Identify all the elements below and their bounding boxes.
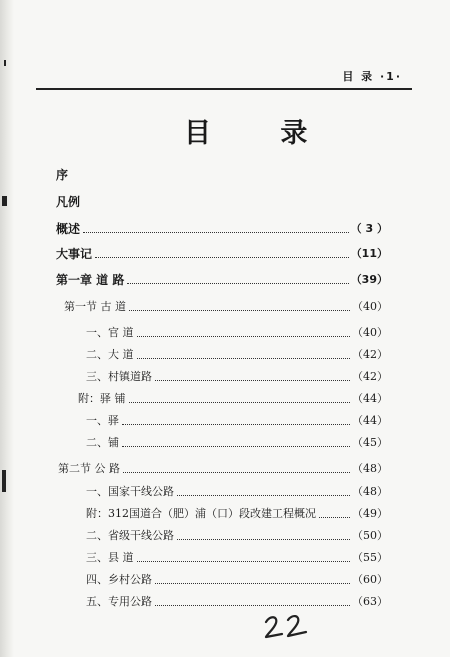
toc-entry-label: 序 xyxy=(56,168,69,182)
toc-entry-item[interactable] xyxy=(86,571,388,587)
toc-entry-label: 三、县 道 xyxy=(86,551,134,564)
dot-leader xyxy=(137,336,351,337)
toc-entry-item[interactable] xyxy=(86,412,388,428)
toc-entry-page: （40） xyxy=(352,300,388,313)
toc-entry-label: 一、国家干线公路 xyxy=(86,485,174,498)
toc-entry-page: （42） xyxy=(352,370,388,383)
toc-entry-label: 凡例 xyxy=(56,195,81,209)
dot-leader xyxy=(95,257,349,258)
toc-entry-item[interactable] xyxy=(86,593,388,609)
toc-entry-item[interactable] xyxy=(86,434,388,450)
toc-entry-page: （48） xyxy=(352,462,388,475)
toc-entry-page: （42） xyxy=(352,348,388,361)
dot-leader xyxy=(123,472,350,473)
dot-leader xyxy=(319,517,350,518)
dot-leader xyxy=(83,232,349,233)
page-title: 目 录 xyxy=(184,118,338,149)
toc-entry-label: 第一章 道 路 xyxy=(56,273,125,287)
dot-leader xyxy=(155,380,350,381)
toc-entry-item[interactable] xyxy=(86,324,388,340)
toc-entry-page: （44） xyxy=(352,414,388,427)
dot-leader xyxy=(177,495,350,496)
toc-entry-section-1-2[interactable] xyxy=(58,460,388,476)
dot-leader xyxy=(155,605,350,606)
toc-entry-label: 四、乡村公路 xyxy=(86,573,152,586)
toc-entry-page: （48） xyxy=(352,485,388,498)
toc-entry-page: （44） xyxy=(352,392,388,405)
toc-entry-page: （49） xyxy=(352,507,388,520)
dot-leader xyxy=(122,446,350,447)
toc-entry-label: 附：驿 铺 xyxy=(78,392,126,405)
handwritten-page-number xyxy=(262,612,322,642)
toc-entry-label: 一、官 道 xyxy=(86,326,134,339)
dot-leader xyxy=(129,402,351,403)
toc-entry-chapter-1[interactable] xyxy=(56,271,388,287)
toc-entry-label: 第二节 公 路 xyxy=(58,462,120,475)
toc-entry-label: 三、村镇道路 xyxy=(86,370,152,383)
toc-entry-page: （50） xyxy=(352,529,388,542)
toc-entry-overview[interactable] xyxy=(56,220,388,236)
toc-entry-item[interactable] xyxy=(86,483,388,499)
toc-entry-item[interactable] xyxy=(86,527,388,543)
toc-entry-item[interactable] xyxy=(86,346,388,362)
toc-entry-page: （63） xyxy=(352,595,388,608)
toc-entry-label: 附：312国道合（肥）浦（口）段改建工程概况 xyxy=(86,507,316,520)
toc-entry-page: （ 3 ） xyxy=(350,222,388,235)
dot-leader xyxy=(122,424,350,425)
toc-entry-item[interactable] xyxy=(86,368,388,384)
running-head: 目 录 ·1· xyxy=(342,70,402,83)
toc-entry-label: 二、大 道 xyxy=(86,348,134,361)
toc-entry-chronicle[interactable] xyxy=(56,245,388,261)
dot-leader xyxy=(127,283,348,284)
toc-entry-page: （60） xyxy=(352,573,388,586)
toc-entry-label: 概述 xyxy=(56,222,81,236)
dot-leader xyxy=(137,358,351,359)
toc-entry-page: （39） xyxy=(350,273,388,286)
toc-entry-label: 二、省级干线公路 xyxy=(86,529,174,542)
dot-leader xyxy=(177,539,350,540)
toc-entry-appendix[interactable] xyxy=(78,390,388,406)
toc-entry-label: 大事记 xyxy=(56,247,93,261)
dot-leader xyxy=(155,583,350,584)
toc-entry-label: 一、驿 xyxy=(86,414,119,427)
toc-entry-page: （55） xyxy=(352,551,388,564)
toc-entry-section-1-1[interactable] xyxy=(64,298,388,314)
toc-entry-page: （40） xyxy=(352,326,388,339)
toc-entry-appendix[interactable] xyxy=(86,505,388,521)
toc-entry-page: （45） xyxy=(352,436,388,449)
toc-entry-preface[interactable] xyxy=(56,166,388,182)
dot-leader xyxy=(129,310,350,311)
toc-entry-item[interactable] xyxy=(86,549,388,565)
toc-entry-label: 二、铺 xyxy=(86,436,119,449)
toc-entry-guide[interactable] xyxy=(56,193,388,209)
toc-entry-label: 五、专用公路 xyxy=(86,595,152,608)
dot-leader xyxy=(137,561,351,562)
toc-entry-label: 第一节 古 道 xyxy=(64,300,126,313)
toc-entry-page: （11） xyxy=(350,247,388,260)
